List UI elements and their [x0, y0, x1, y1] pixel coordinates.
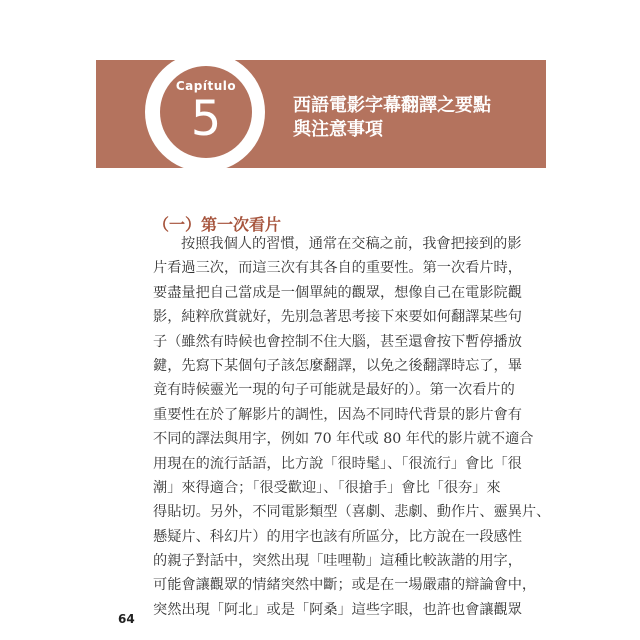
paragraph-line: 得貼切。另外，不同電影類型（喜劇、悲劇、動作片、靈異片、	[153, 504, 551, 521]
section-heading: （一）第一次看片	[153, 215, 282, 234]
paragraph-line: 鍵，先寫下某個句子該怎麼翻譯，以免之後翻譯時忘了，畢	[153, 357, 522, 374]
paragraph-line: 按照我個人的習慣，通常在交稿之前，我會把接到的影	[181, 236, 522, 252]
body-paragraph	[153, 232, 551, 622]
paragraph-line: 突然出現「阿北」或是「阿桑」這些字眼，也許也會讓觀眾	[153, 601, 522, 618]
paragraph-line: 重要性在於了解影片的調性，因為不同時代背景的影片會有	[153, 406, 522, 423]
paragraph-line: 片看過三次，而這三次有其各自的重要性。第一次看片時，	[153, 260, 522, 277]
paragraph-line: 可能會讓觀眾的情緒突然中斷；或是在一場嚴肅的辯論會中，	[153, 577, 537, 594]
paragraph-line: 竟有時候靈光一現的句子可能就是最好的）。第一次看片的	[153, 382, 515, 399]
paragraph-line: 的親子對話中，突然出現「哇哩勒」這種比較詼諧的用字，	[153, 553, 522, 570]
paragraph-line: 用現在的流行話語，比方說「很時髦」、「很流行」會比「很	[153, 455, 522, 472]
paragraph-line: 子（雖然有時候也會控制不住大腦，甚至還會按下暫停播放	[153, 333, 522, 350]
chapter-title-line: 與注意事項	[293, 119, 383, 140]
paragraph-line: 潮」來得適合；「很受歡迎」、「很搶手」會比「很夯」來	[153, 479, 501, 496]
paragraph-line: 要盡量把自己當成是一個單純的觀眾，想像自己在電影院觀	[153, 284, 522, 301]
paragraph-line: 懸疑片、科幻片）的用字也該有所區分，比方說在一段感性	[153, 528, 522, 545]
chapter-number: 5	[190, 91, 222, 147]
chapter-label: Capítulo	[175, 79, 237, 93]
paragraph-line: 影，純粹欣賞就好，先別急著思考接下來要如何翻譯某些句	[153, 309, 522, 326]
paragraph-line: 不同的譯法與用字，例如 70 年代或 80 年代的影片就不適合	[153, 431, 534, 448]
page-number: 64	[118, 612, 135, 626]
chapter-title	[293, 94, 533, 142]
chapter-title-line: 西語電影字幕翻譯之要點	[293, 95, 491, 116]
